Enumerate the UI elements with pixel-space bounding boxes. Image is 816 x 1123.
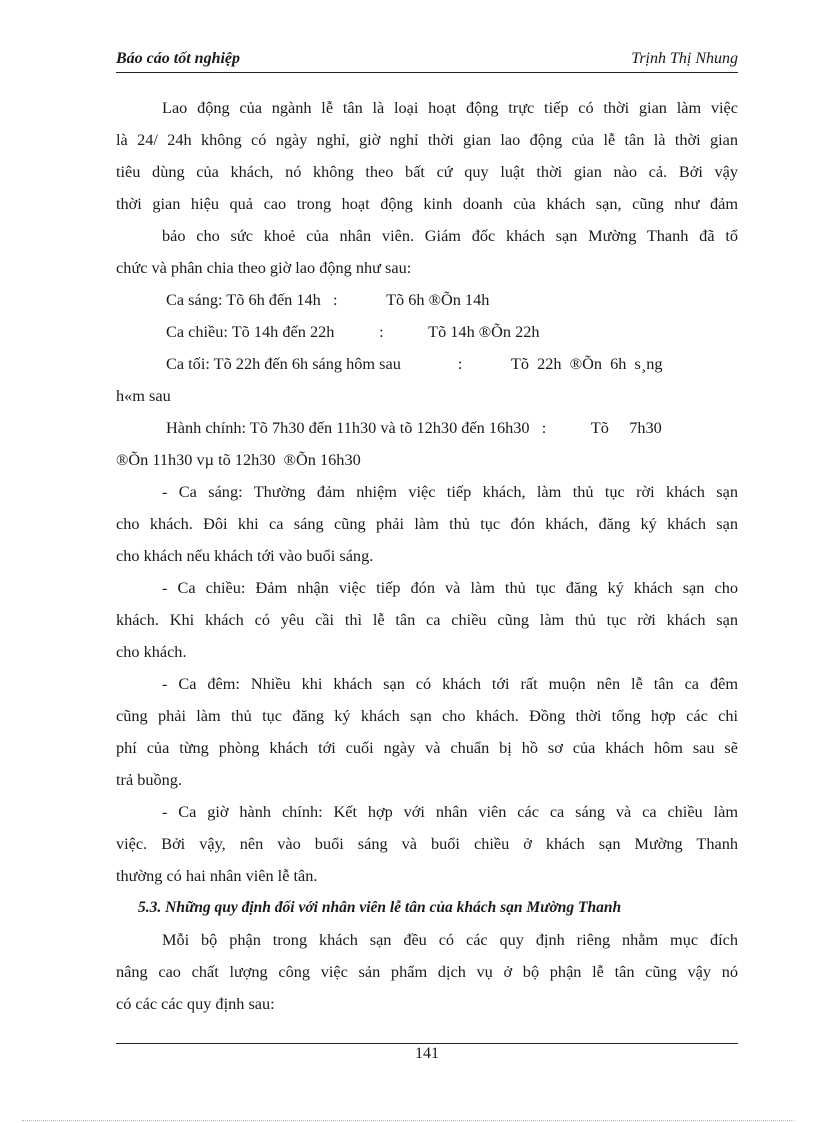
paragraph-line: bảo cho sức khoẻ của nhân viên. Giám đốc khách sạn Mường Thanh đã tổ bbox=[162, 226, 738, 245]
paragraph-line: - Ca sáng: Thường đảm nhiệm việc tiếp khách, làm thủ tục rời khách sạn bbox=[162, 482, 738, 501]
paragraph-line: tiêu dùng của khách, nó không theo bất cứ quy luật thời gian nào cả. Bởi vậy bbox=[116, 162, 738, 181]
header-report-title: Báo cáo tốt nghiệp bbox=[116, 50, 241, 67]
paragraph-line: cho khách nếu khách tới vào buổi sáng. bbox=[116, 546, 374, 565]
schedule-line: Ca tối: Tõ 22h đến 6h sáng hôm sau : Tõ 22h ®Õn 6h s¸ng bbox=[166, 354, 663, 373]
paragraph-line: trả buồng. bbox=[116, 770, 183, 789]
paragraph-line: Lao động của ngành lễ tân là loại hoạt động trực tiếp có thời gian làm việc bbox=[162, 98, 738, 117]
schedule-line: Ca sáng: Tõ 6h đến 14h : Tõ 6h ®Õn 14h bbox=[166, 290, 490, 309]
paragraph-line: cho khách. bbox=[116, 642, 187, 661]
paragraph-line: - Ca giờ hành chính: Kết hợp với nhân viên các ca sáng và ca chiều làm bbox=[162, 802, 738, 821]
page-number: 141 bbox=[415, 1045, 439, 1062]
header-author: Trịnh Thị Nhung bbox=[631, 50, 738, 67]
page-footer bbox=[116, 1043, 738, 1062]
paragraph-line: là 24/ 24h không có ngày nghỉ, giờ nghỉ thời gian lao động của lễ tân là thời gian bbox=[116, 130, 738, 149]
paragraph-line: nâng cao chất lượng công việc sản phẩm dịch vụ ở bộ phận lễ tân cũng vậy nó bbox=[116, 962, 738, 981]
page-bottom-divider bbox=[22, 1120, 794, 1121]
paragraph-line: cho khách. Đôi khi ca sáng cũng phải làm thủ tục đón khách, đăng ký khách sạn bbox=[116, 514, 738, 533]
paragraph-line: thường có hai nhân viên lễ tân. bbox=[116, 866, 318, 885]
section-heading: 5.3. Những quy định đối với nhân viên lễ tân của khách sạn Mường Thanh bbox=[138, 899, 622, 916]
paragraph-line: có các các quy định sau: bbox=[116, 994, 275, 1013]
page-header bbox=[116, 48, 738, 73]
schedule-line: h«m sau bbox=[116, 386, 171, 405]
schedule-line: ®Õn 11h30 vµ tõ 12h30 ®Õn 16h30 bbox=[116, 450, 361, 469]
paragraph-line: chức và phân chia theo giờ lao động như sau: bbox=[116, 258, 412, 277]
paragraph-line: phí của từng phòng khách tới cuối ngày và chuẩn bị hồ sơ của khách hôm sau sẽ bbox=[116, 738, 738, 757]
schedule-line: Hành chính: Tõ 7h30 đến 11h30 và tõ 12h30 đến 16h30 : Tõ 7h30 bbox=[166, 418, 662, 437]
paragraph-line: Mỗi bộ phận trong khách sạn đều có các quy định riêng nhằm mục đích bbox=[162, 930, 738, 949]
paragraph-line: việc. Bởi vậy, nên vào buổi sáng và buổi chiều ở khách sạn Mường Thanh bbox=[116, 834, 738, 853]
paragraph-line: cũng phải làm thủ tục đăng ký khách sạn cho khách. Đồng thời tổng hợp các chi bbox=[116, 706, 738, 725]
paragraph-line: thời gian hiệu quả cao trong hoạt động kinh doanh của khách sạn, cũng như đảm bbox=[116, 194, 738, 213]
paragraph-line: - Ca đêm: Nhiều khi khách sạn có khách tới rất muộn nên lễ tân ca đêm bbox=[162, 674, 738, 693]
paragraph-line: - Ca chiều: Đảm nhận việc tiếp đón và làm thủ tục đăng ký khách sạn cho bbox=[162, 578, 738, 597]
paragraph-line: khách. Khi khách có yêu cầi thì lễ tân ca chiều cũng làm thủ tục rời khách sạn bbox=[116, 610, 738, 629]
schedule-line: Ca chiều: Tõ 14h đến 22h : Tõ 14h ®Õn 22h bbox=[166, 322, 540, 341]
